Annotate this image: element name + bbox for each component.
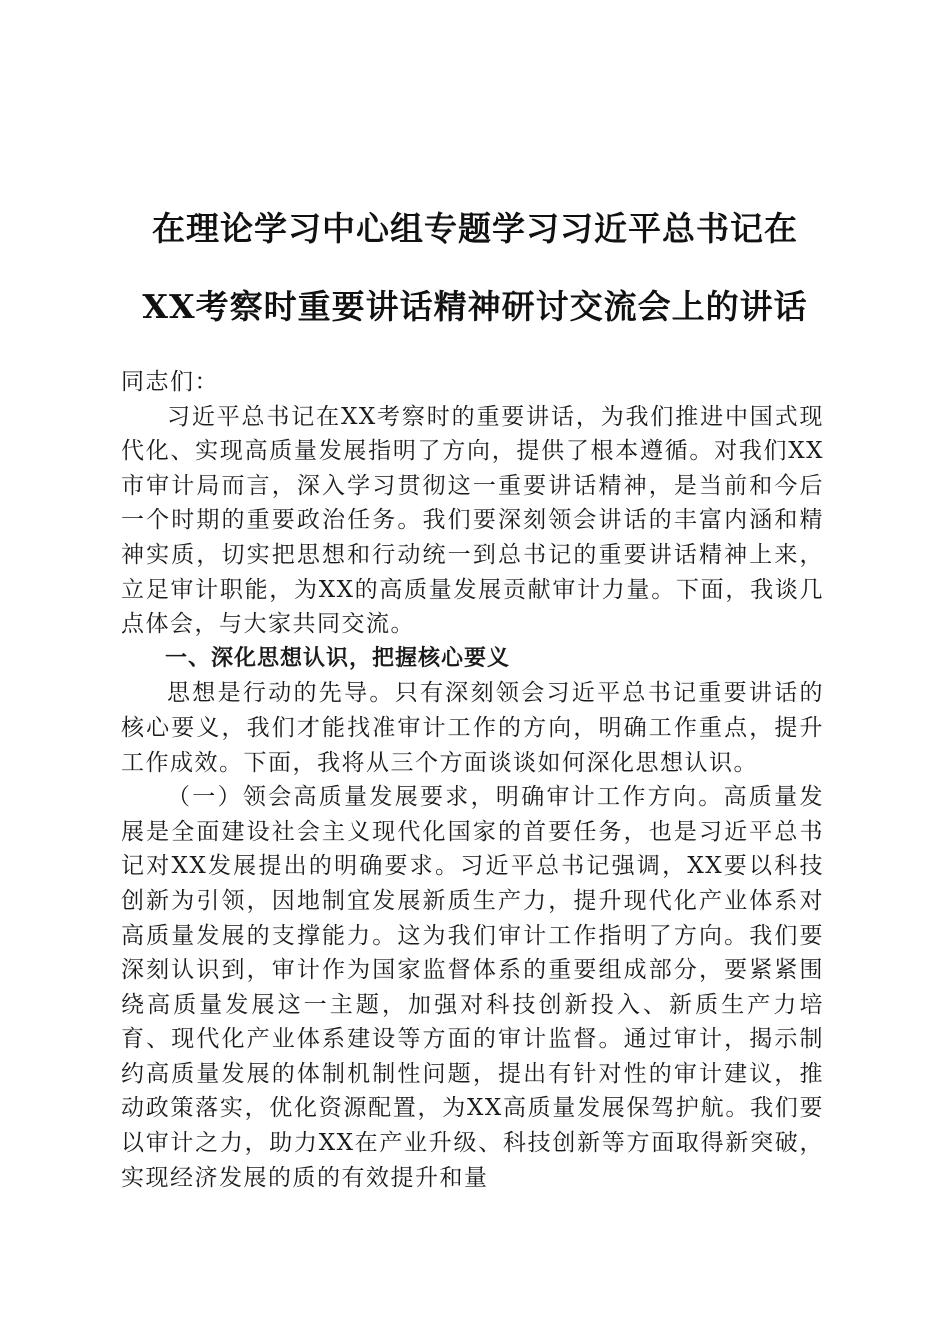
document-title: [100, 190, 850, 346]
section-heading-1: 一、深化思想认识，把握核心要义: [165, 645, 511, 671]
title-line-2: XX考察时重要讲话精神研讨交流会上的讲话: [142, 287, 808, 326]
title-line-1: 在理论学习中心组专题学习习近平总书记在: [152, 209, 798, 248]
paragraph-section-1-intro: 思想是行动的先导。只有深刻领会习近平总书记重要讲话的核心要义，我们才能找准审计工作的方向，明确工作重点，提升工作成效。下面，我将从三个方面谈谈如何深化思想认识。: [121, 680, 824, 776]
document-body: [121, 365, 824, 1195]
paragraph-intro: 习近平总书记在XX考察时的重要讲话，为我们推进中国式现代化、实现高质量发展指明了方向，提供了根本遵循。对我们XX市审计局而言，深入学习贯彻这一重要讲话精神，是当前和今后一个时期的重要政治任务。我们要深刻领会讲话的丰富内涵和精神实质，切实把思想和行动统一到总书记的重要讲话精神上来，立足审计职能，为XX的高质量发展贡献审计力量。下面，我谈几点体会，与大家共同交流。: [121, 403, 824, 638]
paragraph-subsection-1: （一）领会高质量发展要求，明确审计工作方向。高质量发展是全面建设社会主义现代化国家的首要任务，也是习近平总书记对XX发展提出的明确要求。习近平总书记强调，XX要以科技创新为引领，因地制宜发展新质生产力，提升现代化产业体系对高质量发展的支撑能力。这为我们审计工作指明了方向。我们要深刻认识到，审计作为国家监督体系的重要组成部分，要紧紧围绕高质量发展这一主题，加强对科技创新投入、新质生产力培育、现代化产业体系建设等方面的审计监督。通过审计，揭示制约高质量发展的体制机制性问题，提出有针对性的审计建议，推动政策落实，优化资源配置，为XX高质量发展保驾护航。我们要以审计之力，助力XX在产业升级、科技创新等方面取得新突破，实现经济发展的质的有效提升和量: [121, 784, 824, 1191]
salutation: 同志们：: [121, 369, 219, 395]
